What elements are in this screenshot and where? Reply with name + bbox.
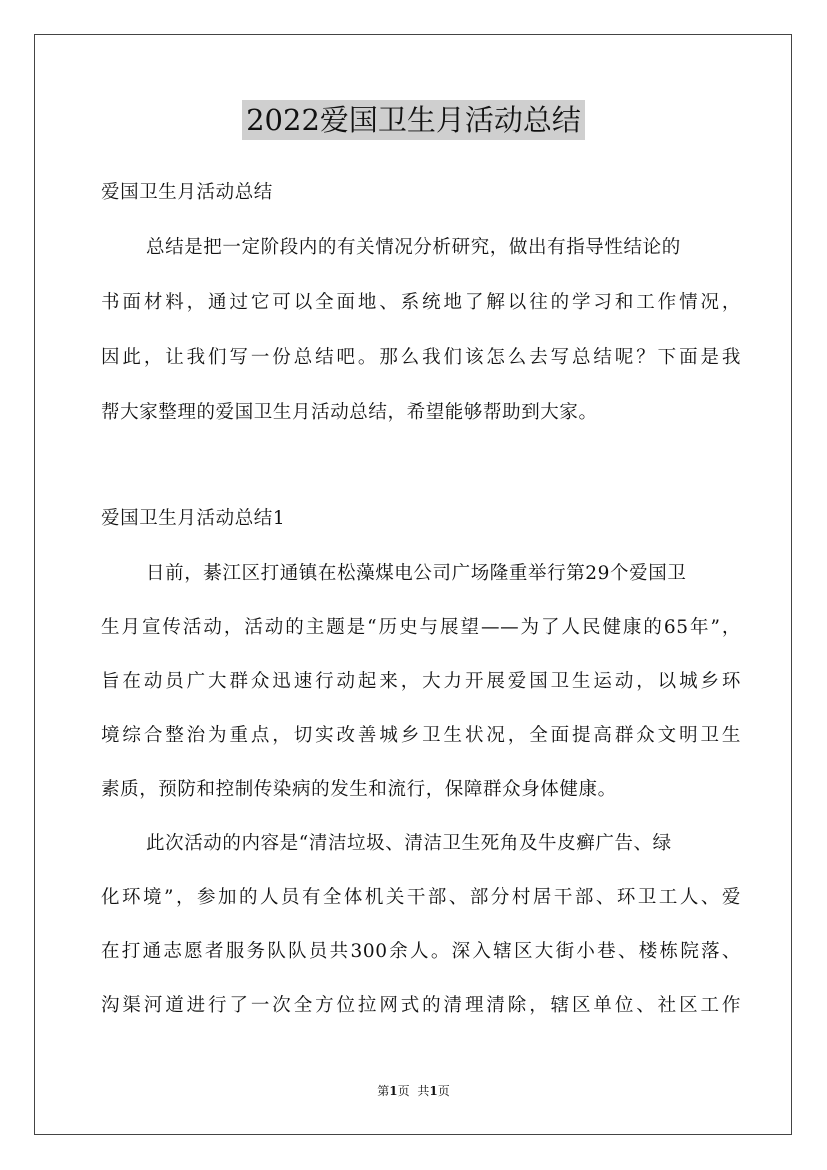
intro-line-1: 总结是把一定阶段内的有关情况分析研究，做出有指导性结论的 [146,237,681,258]
title-container [0,100,827,140]
section-heading: 爱国卫生月活动总结1 [101,508,286,529]
para1-line-5: 素质，预防和控制传染病的发生和流行，保障群众身体健康。 [101,779,617,800]
para2-line-3: 在打通志愿者服务队队员共300余人。深入辖区大街小巷、楼栋院落、 [101,941,741,962]
para1-line-1: 日前，綦江区打通镇在松藻煤电公司广场隆重举行第29个爱国卫 [146,563,687,584]
page-label-suffix: 页 [397,1084,410,1098]
document-subtitle: 爱国卫生月活动总结 [101,182,273,203]
para2-line-2: 化环境”，参加的人员有全体机关干部、部分村居干部、环卫工人、爱 [101,887,741,908]
intro-line-3: 因此，让我们写一份总结吧。那么我们该怎么去写总结呢？下面是我 [101,347,741,368]
para1-line-2: 生月宣传活动，活动的主题是“历史与展望——为了人民健康的65年”， [101,617,741,638]
page-label-prefix: 第 [377,1084,390,1098]
total-pages: 1 [429,1084,438,1098]
para2-line-4: 沟渠河道进行了一次全方位拉网式的清理清除，辖区单位、社区工作 [101,995,741,1016]
document-title: 2022爱国卫生月活动总结 [242,100,585,140]
intro-line-2: 书面材料，通过它可以全面地、系统地了解以往的学习和工作情况， [101,292,741,313]
para2-line-1: 此次活动的内容是“清洁垃圾、清洁卫生死角及牛皮癣广告、绿 [146,833,672,854]
total-label-suffix: 页 [437,1084,450,1098]
page-number: 1 [389,1084,398,1098]
para1-line-4: 境综合整治为重点，切实改善城乡卫生状况，全面提高群众文明卫生 [101,725,741,746]
page-footer [0,1083,827,1099]
para1-line-3: 旨在动员广大群众迅速行动起来，大力开展爱国卫生运动，以城乡环 [101,671,741,692]
total-label-prefix: 共 [417,1084,430,1098]
intro-line-4: 帮大家整理的爱国卫生月活动总结，希望能够帮助到大家。 [101,402,598,423]
